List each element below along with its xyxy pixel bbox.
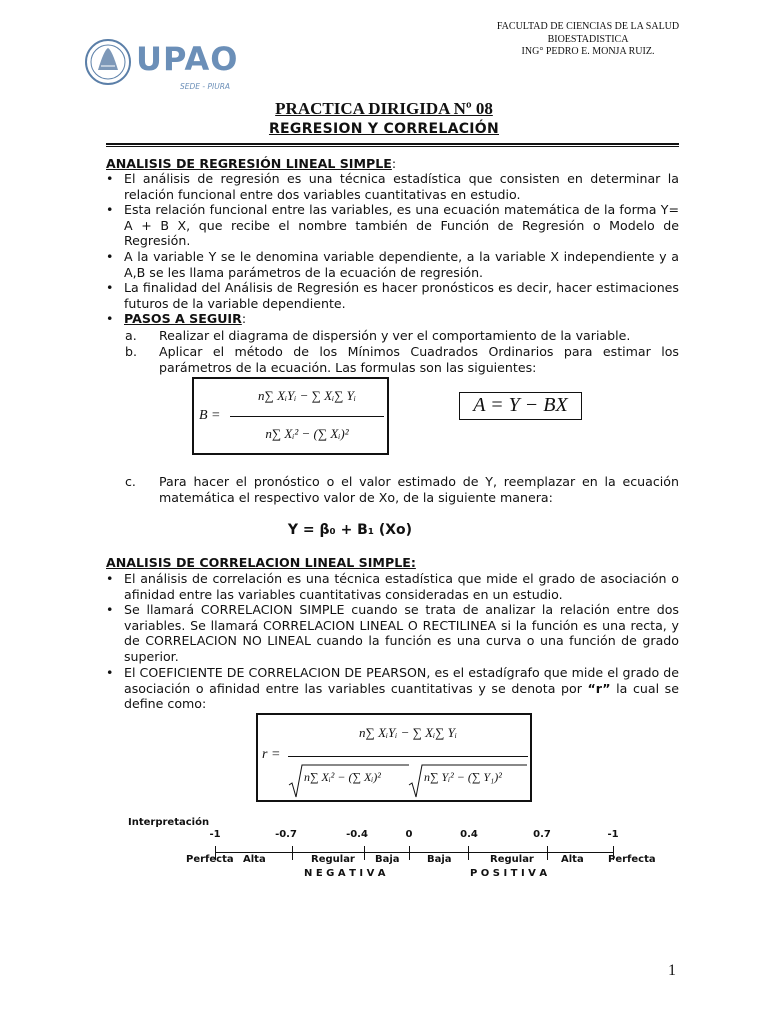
list-item: • La finalidad del Análisis de Regresión es hacer pronósticos es decir, hacer estimaciones futuros de la variable dependiente. <box>106 280 679 311</box>
pearson-r: “r” <box>587 680 611 696</box>
step-a <box>125 328 679 344</box>
interpretacion-title: Interpretación <box>128 817 210 828</box>
scale-label: Perfecta <box>608 854 656 865</box>
formula-r-denominator-left: n∑ Xᵢ² − (∑ Xᵢ)² <box>304 770 381 784</box>
faculty-text: FACULTAD DE CIENCIAS DE LA SALUD <box>496 21 680 32</box>
list-item: • A la variable Y se le denomina variable dependiente, a la variable X independiente y a A,B se les llama parámetros de la ecuación de regresión. <box>106 249 679 280</box>
list-item: • El análisis de correlación es una técnica estadística que mide el grado de asociación o afinidad entre las variables cuantitativas consideradas en un estudio. <box>106 571 679 602</box>
scale-label: Regular <box>490 854 534 865</box>
correlacion-heading: ANALISIS DE CORRELACION LINEAL SIMPLE: <box>106 555 416 570</box>
page-title: PRACTICA DIRIGIDA Nº 08 <box>275 99 493 118</box>
formula-b-box <box>192 377 389 455</box>
step-label: a. <box>125 328 137 343</box>
scale-value: 0 <box>405 829 413 840</box>
scale-axis-line <box>215 852 613 853</box>
scale-value: -0.4 <box>346 829 368 840</box>
pearson-text-end: la cual se define como: <box>124 680 679 712</box>
step-label: c. <box>125 474 136 489</box>
list-item: • El COEFICIENTE DE CORRELACION DE PEARSON, es el estadígrafo que mide el grado de asociación o afinidad entre las variables cuantitativas y se denota por “r” la cual se define como: <box>106 665 679 712</box>
scale-value: -0.7 <box>275 829 297 840</box>
formula-r-denominator-right: n∑ Yᵢ² − (∑ Y₁)² <box>424 770 502 784</box>
formula-r-numerator: n∑ XᵢYᵢ − ∑ Xᵢ∑ Yᵢ <box>359 725 457 740</box>
pasos-heading: • PASOS A SEGUIR: <box>106 311 247 326</box>
formula-r-box <box>256 713 532 802</box>
scale-tick <box>409 846 410 860</box>
list-item: • El análisis de regresión es una técnica estadística que consisten en determinar la relación funcional entre dos variables cuantitativas en estudio. <box>106 171 679 202</box>
title-divider <box>106 143 679 147</box>
pasos-label: PASOS A SEGUIR <box>124 311 242 326</box>
pearson-text: El COEFICIENTE DE CORRELACION DE PEARSON, es el estadígrafo que mide el grado de asociación o afinidad entre las variables cuantitativas y se denota por <box>124 665 679 696</box>
scale-label: Regular <box>311 854 355 865</box>
positiva-label: P O S I T I V A <box>470 868 548 879</box>
step-label: b. <box>125 344 137 359</box>
scale-value: 0.4 <box>460 829 478 840</box>
formula-a-box <box>459 392 582 420</box>
scale-label: Alta <box>561 854 584 865</box>
page-number: 1 <box>668 962 676 979</box>
header-info <box>470 21 706 59</box>
scale-tick <box>364 846 365 860</box>
page-subtitle: REGRESION Y CORRELACIÓN <box>268 121 500 137</box>
scale-tick <box>468 846 469 860</box>
scale-tick <box>547 846 548 860</box>
bullet-text: El análisis de regresión es una técnica estadística que consisten en determinar la relación funcional entre dos variables cuantitativas en estudio. <box>124 171 679 202</box>
formula-a-text: A = Y − BX <box>473 394 568 416</box>
scale-label: Baja <box>427 854 452 865</box>
bullet-text: El análisis de correlación es una técnica estadística que mide el grado de asociación o afinidad entre las variables cuantitativas consideradas en un estudio. <box>124 571 679 602</box>
regression-equation: Y = β₀ + B₁ (Xo) <box>287 522 413 538</box>
scale-value: -1 <box>607 829 619 840</box>
formula-b-fraction-bar <box>230 416 384 417</box>
regresion-heading <box>106 156 396 172</box>
scale-label: Baja <box>375 854 400 865</box>
scale-tick <box>292 846 293 860</box>
regresion-heading-colon: : <box>391 156 397 171</box>
logo-text: UPAO <box>136 40 239 78</box>
course-text: BIOESTADISTICA <box>547 33 629 45</box>
list-item: • Esta relación funcional entre las variables, es una ecuación matemática de la forma Y= A + B X, que recibe el nombre también de Función de Regresión o Modelo de Regresión. <box>106 202 679 249</box>
logo-subtext: SEDE - PIURA <box>180 82 231 91</box>
upao-logo <box>84 36 244 98</box>
scale-label: Perfecta <box>186 854 234 865</box>
bullet-text: A la variable Y se le denomina variable dependiente, a la variable X independiente y a A,B se les llama parámetros de la ecuación de regresión. <box>124 249 679 280</box>
formula-r-lhs: r = <box>262 747 281 762</box>
regresion-heading-text: ANALISIS DE REGRESIÓN LINEAL SIMPLE <box>106 156 392 171</box>
negativa-label: N E G A T I V A <box>304 868 386 879</box>
teacher-text: ING° PEDRO E. MONJA RUIZ. <box>521 46 655 57</box>
formula-b-lhs: B = <box>199 408 221 423</box>
step-text: Realizar el diagrama de dispersión y ver el comportamiento de la variable. <box>159 328 631 343</box>
formula-b-denominator: n∑ Xᵢ² − (∑ Xᵢ)² <box>265 426 349 441</box>
step-b <box>125 344 679 375</box>
step-text: Aplicar el método de los Mínimos Cuadrados Ordinarios para estimar los parámetros de la ecuación. Las formulas son las siguientes: <box>159 344 679 375</box>
pasos-colon: : <box>241 311 247 326</box>
step-text: Para hacer el pronóstico o el valor estimado de Y, reemplazar en la ecuación matemática el respectivo valor de Xo, de la siguiente manera: <box>159 474 679 505</box>
bullet-text: Se llamará CORRELACION SIMPLE cuando se trata de analizar la relación entre dos variables. Se llamará CORRELACION LINEAL O RECTILINEA si la función es una recta, y de CORRELACION NO LINEAL cuando la función es una curva o una función de grado superior. <box>124 602 679 664</box>
formula-b-numerator: n∑ XᵢYᵢ − ∑ Xᵢ∑ Yᵢ <box>258 388 356 403</box>
bullet-text: La finalidad del Análisis de Regresión es hacer pronósticos es decir, hacer estimaciones futuros de la variable dependiente. <box>124 280 679 311</box>
step-c <box>125 474 679 505</box>
scale-value: 0.7 <box>533 829 551 840</box>
scale-label: Alta <box>243 854 266 865</box>
bullet-text: Esta relación funcional entre las variables, es una ecuación matemática de la forma Y= A + B X, que recibe el nombre también de Función de Regresión o Modelo de Regresión. <box>124 202 679 249</box>
scale-value: -1 <box>209 829 221 840</box>
list-item: • Se llamará CORRELACION SIMPLE cuando se trata de analizar la relación entre dos variables. Se llamará CORRELACION LINEAL O RECTILINEA si la función es una recta, y de CORRELACION NO LINEAL cuando la función es una curva o una función de grado superior. <box>106 602 679 664</box>
formula-r-fraction-bar <box>288 756 528 757</box>
